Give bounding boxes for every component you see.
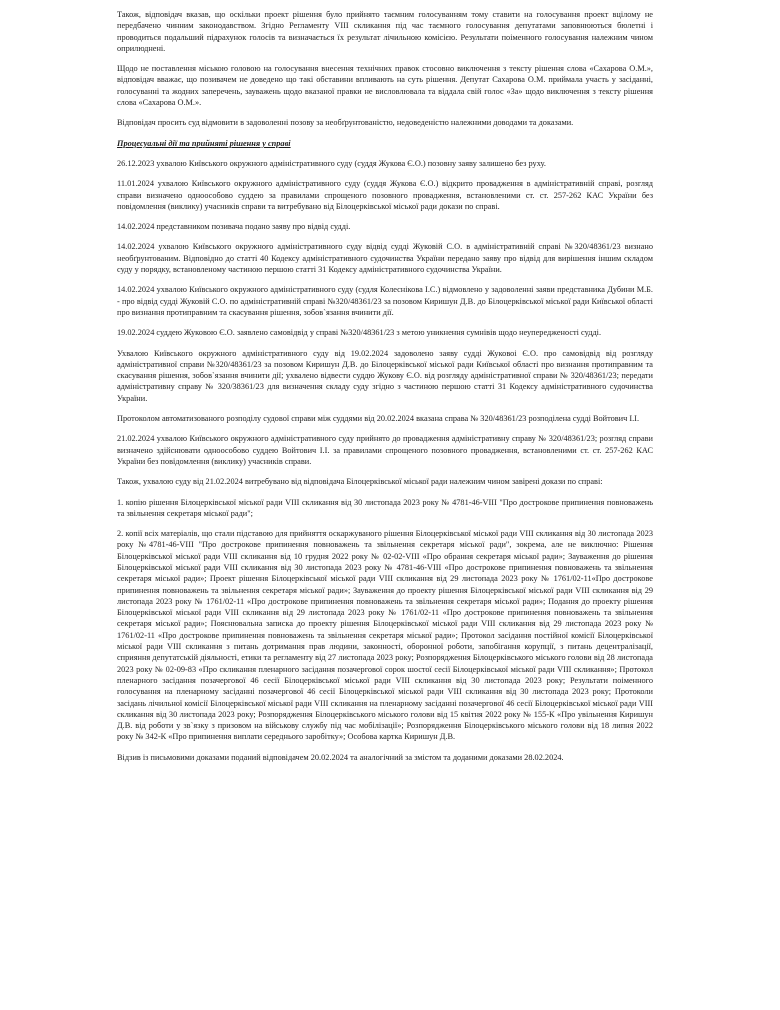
procedural-item: Ухвалою Київського окружного адміністративного суду від 19.02.2024 задоволено заяву судді Жуковоі Є.О. про самовідвід від розгляду адміністративної справи №320/48361/23 за позовом Киришун Д.В. до Білоцерківської міської ради Київської області про визнання протиправним та скасування рішення, зобов`язання вчинити дії; ухвалено відвести суддю Жукову Є.О. від розгляду адміністративної справи № 320/48361/23; передати адміністративну справу № 320/38361/23 для визначення складу суду згідно з частиною першою статті 31 Кодексу адміністративного судочинства України. [117, 348, 653, 403]
paragraph-defendant-request: Відповідач просить суд відмовити в задоволенні позову за необґрунтованістю, недоведеністю належними доводами та доказами. [117, 118, 574, 128]
document-page [117, 9, 653, 772]
procedural-item: 19.02.2024 суддею Жуковою Є.О. заявлено самовідвід у справі №320/48361/23 з метою уникнення сумнівів щодо неупередженості судді. [117, 328, 602, 338]
paragraph-ballot-explanation: Також, відповідач вказав, що оскільки проект рішення було прийнято таємним голосуванням тому ставити на голосування проект вцілому не передбачено чинним законодавством. Згідно Регламенту VIII скликання під час таємного голосування депутатами заповнюються бюлетні і проводиться подальший підрахунок голосів та визначається їх результат лічильною комісією. Результати поіменного голосування належним чином оприлюднені. [117, 10, 653, 53]
closing-paragraph: Відзив із письмовими доказами поданий відповідачем 20.02.2024 та аналогічний за змістом та доданими доказами 28.02.2024. [117, 752, 564, 762]
procedural-item: 14.02.2024 ухвалою Київського окружного адміністративного суду (судля Колеснікова І.С.) відмовлено у задоволенні заяви представника Дубини М.Б. - про відвід судді Жуковій С.О. по адміністративній справі №320/48361/23 за позовом Киришун Д.В. до Білоцерківської міської ради Київської області про визнання протиправним та скасування рішення, зобов`язання вчинити дії. [117, 285, 653, 317]
procedural-item: 21.02.2024 ухвалою Київського окружного адміністративного суду прийнято до провадження адміністративну справу № 320/48361/23; розгляд справи визначено здійснювати одноособово суддею Войтович І.І. за правилами спрощеного позовного провадження, встановленими ст. ст. 257-262 КАС України без повідомлення (виклику) учасників справи. [117, 434, 653, 466]
evidence-item-1: 1. копію рішення Білоцерківської міської ради VIII скликання від 30 листопада 2023 року № 4781-46-VIII "Про дострокове припинення повноважень та звільнення секретаря міської ради"; [117, 497, 653, 518]
evidence-item-2: 2. копії всіх матеріалів, що стали підставою для прийняття оскаржуваного рішення Білоцерківської міської ради VIII скликання від 30 листопада 2023 року №4781-46-VIII "Про дострокове припинення повноважень та звільнення секретаря міської ради", зокрема, але не виключно: Рішення Білоцерківської міської ради VIII скликання від 10 грудня 2022 року № 02-02-VIII «Про обрання секретаря міської ради»; Зауваження до рішення Білоцерківської міської ради VIII скликання від 30 листопада 2023 року № 4781-46-VIII «Про дострокове припинення повноважень та звільнення секретаря міської ради»; Проект рішення Білоцерківської міської ради VIII скликання від 29 листопада 2023 року № 1761/02-11«Про дострокове припинення повноважень та звільнення секретаря міської ради»; Зауваження до проекту рішення Білоцерківської міської ради VIII скликання від 29 листопада 2023 року № 1761/02-11 «Про дострокове припинення повноважень та звільнення секретаря міської ради»; Подання до проекту рішення Білоцерківської міської ради VIII скликання від 29 листопада 2023 року № 1761/02-11 «Про дострокове припинення повноважень та звільнення секретаря міської ради»; Пояснювальна записка до проекту рішення Білоцерківської міської ради VIII скликання від 29 листопада 2023 року № 1761/02-11 «Про дострокове припинення повноважень та звільнення секретаря міської ради»; Протокол засідання постійної комісії Білоцерківської міської ради VIII скликання з питань дотримання прав людини, законності, оборонної роботи, запобігання корупції, з питань децентралізації, сприяння депутатській діяльності, етики та регламенту від 27 листопада 2023 року; Розпорядження Білоцерківського міського голови від 28 листопада 2023 року № 02-09-83 «Про скликання пленарного засідання позачергової сорок шостої сесії Білоцерківської міської ради VIII скликання»; Протокол пленарного засідання позачергової 46 сесії Білоцерківської міської ради VIII скликання від 30 листопада 2023 року; Результати поіменного голосування на пленарному засіданні позачергової 46 сесії Білоцерківської міської ради VIII скликання від 30 листопада 2023 року; Протоколи засідань лічильної комісії Білоцерківської міської ради VIII скликання на пленарному засіданні позачергової 46 сесії Білоцерківської міської ради VIII скликання від 30 листопада 2023 року; Розпорядження Білоцерківського міського голови від 15 квітня 2022 року № 155-К «Про увільнення Киришун Д.В. від роботи у зв`язку з призовом на військову службу під час мобілізації»; Розпорядження Білоцерківського міського голови від 18 липня 2022 року № 342-К «Про припинення виплати середнього заробітку»; Особова картка Киришун Д.В. [117, 529, 653, 742]
paragraph-technical-amendments: Щодо не поставлення міською головою на голосування внесення технічних правок стосовно виключення з тексту рішення слова «Сахарова О.М.», відповідач вважає, що позивачем не доведено що такі обставини впливають на суть рішення. Депутат Сахарова О.М. приймала участь у засіданні, голосуванні та жодних заперечень, зауважень щодо вказаної правки не висловлювала та віддала свій голос «За» щодо виключення з тексту рішення слова «Сахарова О.М.». [117, 64, 653, 108]
section-heading: Процесуальні дії та прийняті рішення у справі [117, 138, 291, 148]
procedural-item: Протоколом автоматизованого розподілу судової справи між суддями від 20.02.2024 вказана справа № 320/48361/23 розподілена судді Войтович І.І. [117, 414, 640, 424]
procedural-item: 14.02.2024 представником позивача подано заяву про відвід судді. [117, 222, 351, 232]
procedural-item: 11.01.2024 ухвалою Київського окружного адміністративного суду (суддя Жукова Є.О.) відкрито провадження в адміністративній справі, розгляд справи визначено одноособово суддею за правилами спрощеного позовного провадження, встановленими ст. ст. 257-262 КАС України без повідомлення (виклику) учасників справи та витребувано від Білоцерківської міської ради докази по справі. [117, 179, 653, 211]
procedural-item: 26.12.2023 ухвалою Київського окружного адміністративного суду (суддя Жукова Є.О.) позовну заяву залишено без руху. [117, 158, 546, 168]
procedural-item: Також, ухвалою суду від 21.02.2024 витребувано від відповідача Білоцерківської міської ради належним чином завірені докази по справі: [117, 477, 603, 487]
procedural-item: 14.02.2024 ухвалою Київського окружного адміністративного суду відвід судді Жуковій С.О. в адміністративній справі №320/48361/23 визнано необґрунтованим. Відповідно до статті 40 Кодексу адміністративного судочинства України передано заяву про відвід для вирішення іншим складом суду у порядку, встановленому частиною першою статті 31 Кодексу адміністративного судочинства України. [117, 242, 653, 275]
